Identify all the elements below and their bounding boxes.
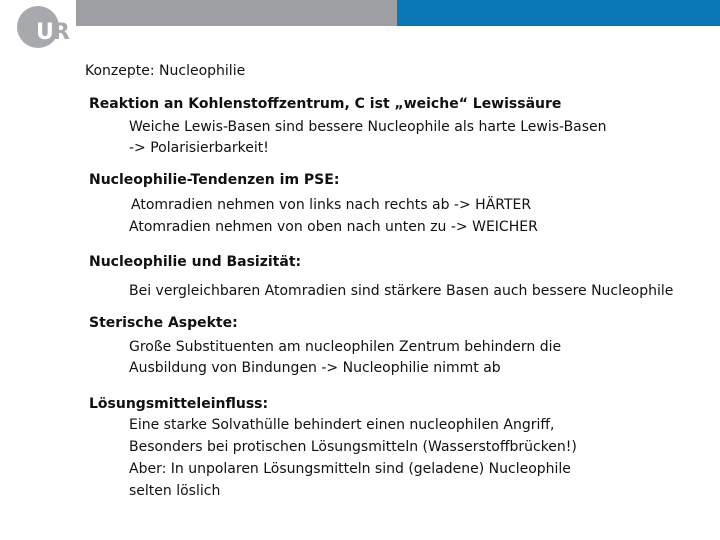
university-logo xyxy=(14,6,74,52)
section-line: Große Substituenten am nucleophilen Zentrum behindern die xyxy=(129,339,562,355)
section-line: Eine starke Solvathülle behindert einen nucleophilen Angriff, xyxy=(129,417,555,433)
section-heading-sterisch: Sterische Aspekte: xyxy=(89,315,238,331)
slide-title: Konzepte: Nucleophilie xyxy=(85,63,246,79)
section-line: Weiche Lewis-Basen sind bessere Nucleophile als harte Lewis-Basen xyxy=(129,119,607,135)
logo-letters xyxy=(36,22,69,44)
section-heading-loesungsmittel: Lösungsmitteleinfluss: xyxy=(89,396,269,412)
section-heading-basizitaet: Nucleophilie und Basizität: xyxy=(89,254,302,270)
section-line: Atomradien nehmen von oben nach unten zu -> WEICHER xyxy=(129,219,538,235)
section-line: Aber: In unpolaren Lösungsmitteln sind (geladene) Nucleophile xyxy=(129,461,571,477)
logo-letter-r: R xyxy=(52,20,69,45)
section-line: Bei vergleichbaren Atomradien sind stärkere Basen auch bessere Nucleophile xyxy=(129,283,674,299)
section-line: -> Polarisierbarkeit! xyxy=(129,140,269,156)
section-line: Ausbildung von Bindungen -> Nucleophilie nimmt ab xyxy=(129,360,501,376)
header-bar-blue xyxy=(397,0,720,26)
section-line: Atomradien nehmen von links nach rechts ab -> HÄRTER xyxy=(131,197,532,213)
section-heading-pse: Nucleophilie-Tendenzen im PSE: xyxy=(89,172,340,188)
section-line: Besonders bei protischen Lösungsmitteln (Wasserstoffbrücken!) xyxy=(129,439,577,455)
header-bar-gray xyxy=(76,0,397,26)
logo-letter-u: U xyxy=(36,20,53,45)
section-heading-reaktion: Reaktion an Kohlenstoffzentrum, C ist „weiche“ Lewissäure xyxy=(89,96,562,112)
section-line: selten löslich xyxy=(129,483,221,499)
